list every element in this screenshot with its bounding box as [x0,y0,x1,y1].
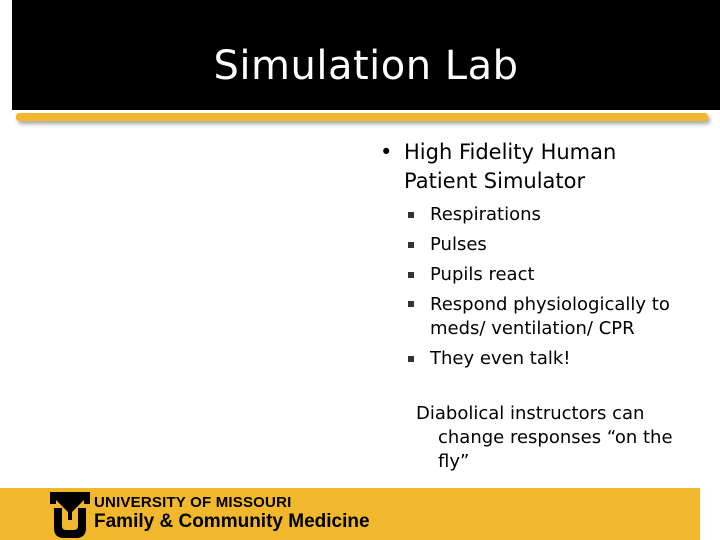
bullet-dot: • [380,140,393,164]
slide-content [380,138,710,474]
main-bullet-text: High Fidelity Human Patient Simulator [404,140,617,193]
sub-bullet-text: Pupils react [430,264,535,285]
main-bullet [380,138,710,196]
university-logo-icon [50,492,90,538]
title-underline [16,113,708,121]
sub-bullet-list [408,200,710,374]
square-bullet-icon [408,200,430,230]
sub-bullet-item [408,293,710,341]
slide-title: Simulation Lab [213,43,519,89]
square-bullet-icon [408,344,430,374]
square-bullet-icon [408,230,430,260]
note-line-first: Diabolical instructors can [416,403,645,424]
sub-bullet-item [408,260,710,290]
instructor-note [416,402,686,474]
sub-bullet-text: They even talk! [430,348,571,369]
footer-edge [700,488,720,540]
square-bullet-icon [408,260,430,290]
note-line-rest: change responses “on the fly” [438,427,673,472]
square-bullet-icon [408,293,430,341]
sub-bullet-text: Respond physiologically to meds/ ventilation/ CPR [430,294,670,339]
sub-bullet-item [408,230,710,260]
sub-bullet-item [408,200,710,230]
university-name: UNIVERSITY OF MISSOURI [94,494,292,511]
sub-bullet-text: Respirations [430,204,541,225]
department-name: Family & Community Medicine [94,511,370,532]
sub-bullet-item [408,344,710,374]
sub-bullet-text: Pulses [430,234,487,255]
